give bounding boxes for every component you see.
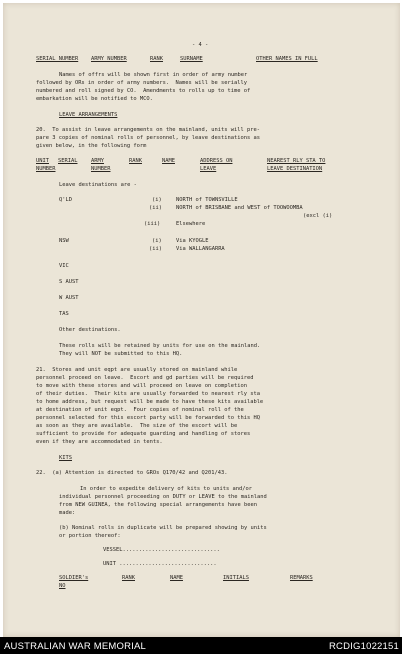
para22b-line: (b) Nominal rolls in duplicate will be prepared showing by units (59, 525, 267, 531)
final-col-initials: INITIALS (223, 575, 249, 581)
para21-line: to home address, but request will be made to have these kits available (36, 399, 264, 405)
para21-line: personnel selected for this escort party will be forwarded to this HQ (36, 415, 260, 421)
para22-body-line: In order to expedite delivery of kits to units and/or (80, 486, 253, 492)
nsw-item-text: Via WALLANGARRA (176, 246, 225, 252)
leave-heading: LEAVE ARRANGEMENTS (59, 112, 118, 118)
final-col-rank: RANK (122, 575, 135, 581)
final-col-no: NO (59, 583, 66, 589)
state-wa: W AUST (59, 295, 79, 301)
para21-line: sufficient to provide for adequate guarding and handling of stores (36, 431, 251, 437)
qld-item-text: NORTH of BRISBANE and WEST of TOOWOOMBA (176, 205, 303, 211)
leave-col-rank: RANK (129, 158, 142, 164)
page-number: - 4 - (192, 42, 209, 48)
leave-col-rly: LEAVE DESTINATION (267, 166, 323, 172)
final-col-name: NAME (170, 575, 183, 581)
state-tas: TAS (59, 311, 69, 317)
qld-item-num: (iii) (144, 221, 161, 227)
para22b-line: or portion thereof: (59, 533, 121, 539)
unit-line: UNIT .............................. (103, 561, 217, 567)
para21-line: personnel proceed on leave. Escort and gd parties will be required (36, 375, 254, 381)
final-col-soldier: SOLDIER's (59, 575, 89, 581)
footer-source: AUSTRALIAN WAR MEMORIAL (4, 641, 147, 652)
names-para-line: Names of offrs will be shown first in order of army number (59, 72, 248, 78)
leave-col-serial: SERIAL (58, 158, 78, 164)
retained-line: They will NOT be submitted to this HQ. (59, 351, 183, 357)
leave-col-address: LEAVE (200, 166, 217, 172)
qld-item-text: NORTH of TOWNSVILLE (176, 197, 238, 203)
state-sa: S AUST (59, 279, 79, 285)
para21-line: even if they are accommodated in tents. (36, 439, 163, 445)
leave-col-rly: NEAREST RLY STA TO (267, 158, 326, 164)
nsw-item-text: Via KYOGLE (176, 238, 209, 244)
para22-body-line: from NEW GUINEA, the following special arrangements have been (59, 502, 257, 508)
para20-line: given below, in the following form (36, 143, 147, 149)
para21-line: of their duties. Their kits are usually forwarded to nearest rly sta (36, 391, 260, 397)
destinations-intro: Leave destinations are - (59, 182, 137, 188)
state-vic: VIC (59, 263, 69, 269)
para20-line: pare 3 copies of nominal rolls of personnel, by leave destinations as (36, 135, 260, 141)
leave-col-unit: UNIT (36, 158, 49, 164)
names-para-line: numbered and roll signed by CO. Amendments to rolls up to time of (36, 88, 251, 94)
kits-heading: KITS (59, 455, 72, 461)
leave-col-unit: NUMBER (36, 166, 56, 172)
vessel-line: VESSEL.............................. (103, 547, 220, 553)
para21-line: as soon as they are available. The size of the escort will be (36, 423, 238, 429)
leave-col-army: ARMY (91, 158, 104, 164)
leave-col-name: NAME (162, 158, 175, 164)
retained-line: These rolls will be retained by units for use on the mainland. (59, 343, 261, 349)
nsw-item-num: (i) (152, 238, 162, 244)
nsw-item-num: (ii) (149, 246, 162, 252)
qld-item-num: (ii) (149, 205, 162, 211)
leave-col-army: NUMBER (91, 166, 111, 172)
header-col-serial: SERIAL NUMBER (36, 56, 79, 62)
names-para-line: embarkation will be notified to MCO. (36, 96, 153, 102)
para22-body-line: made: (59, 510, 76, 516)
header-col-rank: RANK (150, 56, 163, 62)
final-col-remarks: REMARKS (290, 575, 313, 581)
para21-line: 21. Stores and unit eqpt are usually stored on mainland while (36, 367, 238, 373)
para20-line: 20. To assist in leave arrangements on the mainland, units will pre- (36, 127, 260, 133)
header-col-surname: SURNAME (180, 56, 203, 62)
footer-record-id: RCDIG1022151 (329, 641, 399, 652)
other-destinations: Other destinations. (59, 327, 121, 333)
para22a: 22. (a) Attention is directed to GROs Q170/42 and Q201/43. (36, 470, 228, 476)
header-col-other-names: OTHER NAMES IN FULL (256, 56, 318, 62)
para21-line: at destination of unit eqpt. Four copies of nominal roll of the (36, 407, 244, 413)
leave-col-address: ADDRESS ON (200, 158, 233, 164)
para22-body-line: individual personnel proceeding on DUTY or LEAVE to the mainland (59, 494, 267, 500)
names-para-line: followed by ORs in order of army numbers. Names will be serially (36, 80, 247, 86)
qld-item-num: (i) (152, 197, 162, 203)
state-nsw: NSW (59, 238, 69, 244)
para21-line: to move with these stores and will proceed on leave on completion (36, 383, 247, 389)
footer-bar (0, 637, 402, 654)
qld-item-text: Elsewhere (176, 221, 206, 227)
header-col-army: ARMY NUMBER (91, 56, 127, 62)
qld-item-text: (excl (i) (303, 213, 333, 219)
state-qld: Q'LD (59, 197, 72, 203)
